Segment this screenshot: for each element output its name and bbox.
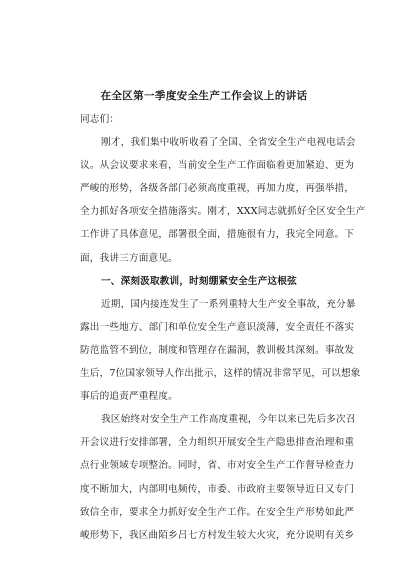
paragraph-line: 工作讲了具体意见，部署很全面，措施很有力，我完全同意。下 bbox=[80, 229, 355, 241]
document-title: 在全区第一季度安全生产工作会议上的讲话 bbox=[100, 90, 308, 102]
paragraph-line: 防范监管不到位，制度和管理存在漏洞，教训极其深刻。事故发 bbox=[80, 344, 355, 356]
paragraph-line: 事后的追责严重程度。 bbox=[80, 391, 178, 403]
paragraph-line: 严峻的形势，各级各部门必须高度重视，再加力度，再强举措， bbox=[80, 183, 355, 195]
paragraph-line: 露出一些地方、部门和单位安全生产意识淡薄，安全责任不落实 bbox=[80, 321, 355, 333]
document-body bbox=[80, 108, 380, 547]
paragraph-line: 致信全市，要求全力抓好安全生产工作。在安全生产形势如此严 bbox=[80, 506, 355, 518]
salutation: 同志们： bbox=[80, 114, 120, 125]
paragraph-line: 度不断加大，内部明电频传，市委、市政府主要领导近日又专门 bbox=[80, 483, 355, 495]
paragraph-line: 面，我讲三方面意见。 bbox=[80, 252, 178, 264]
paragraph-line: 全力抓好各项安全措施落实。刚才，XXX同志就抓好全区安全生产 bbox=[80, 206, 366, 218]
paragraph-line: 生后，7位国家领导人作出批示，这样的情况非常罕见，可以想象 bbox=[80, 368, 361, 380]
paragraph-line: 近期，国内接连发生了一系列重特大生产安全事故，充分暴 bbox=[101, 298, 356, 310]
paragraph-line: 议。从会议要求来看，当前安全生产工作面临着更加紧迫、更为 bbox=[80, 160, 355, 172]
section-heading: 一、深刻汲取教训，时刻绷紧安全生产这根弦 bbox=[101, 275, 297, 287]
paragraph-line: 刚才，我们集中收听收看了全国、全省安全生产电视电话会 bbox=[101, 137, 356, 149]
paragraph-line: 点行业领域专项整治。同时，省、市对安全生产工作督导检查力 bbox=[80, 460, 355, 472]
paragraph-line: 峻形势下，我区曲陌乡吕七方村发生较大火灾，充分说明有关乡 bbox=[80, 529, 355, 541]
paragraph-line: 我区始终对安全生产工作高度重视，今年以来已先后多次召 bbox=[101, 414, 356, 426]
paragraph-line: 开会议进行安排部署，全力组织开展安全生产隐患排查治理和重 bbox=[80, 437, 355, 449]
